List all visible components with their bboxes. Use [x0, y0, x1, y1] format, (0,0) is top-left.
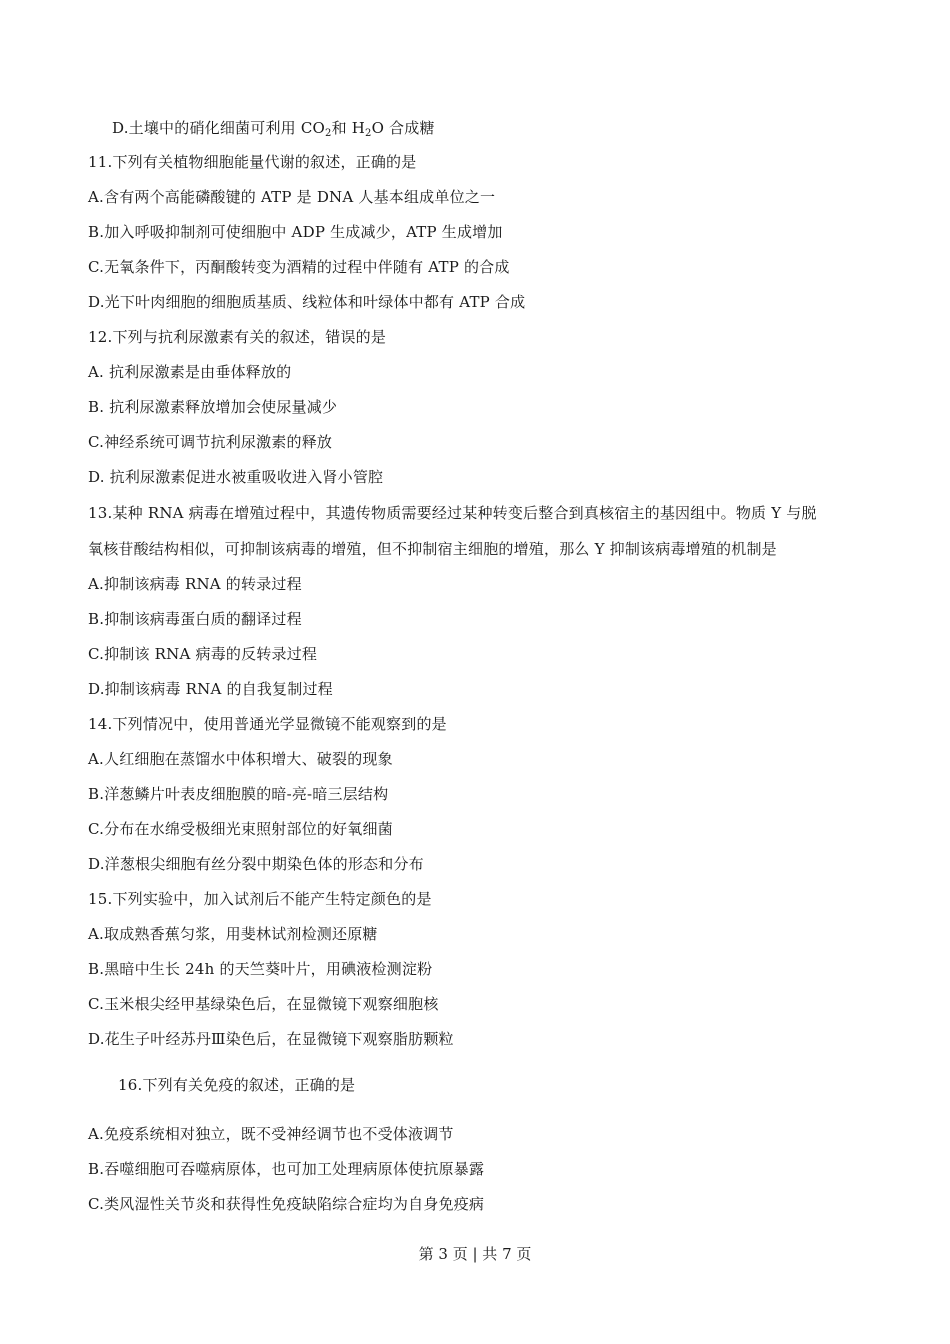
q13-option-d: D.抑制该病毒 RNA 的自我复制过程	[88, 680, 333, 698]
q12-option-c: C.神经系统可调节抗利尿激素的释放	[88, 433, 333, 451]
q15-option-c: C.玉米根尖经甲基绿染色后，在显微镜下观察细胞核	[88, 995, 439, 1013]
q15-stem: 15.下列实验中，加入试剂后不能产生特定颜色的是	[88, 890, 432, 908]
q14-option-c: C.分布在水绵受极细光束照射部位的好氧细菌	[88, 820, 393, 838]
q12-option-a: A. 抗利尿激素是由垂体释放的	[88, 363, 292, 381]
q10-option-d: D.土壤中的硝化细菌可利用 $CO_2$和 $H_2O$ 合成糖	[112, 119, 435, 139]
q13-option-c: C.抑制该 RNA 病毒的反转录过程	[88, 645, 318, 663]
q15-option-d: D.花生子叶经苏丹Ⅲ染色后，在显微镜下观察脂肪颗粒	[88, 1030, 454, 1048]
q15-option-a: A.取成熟香蕉匀浆，用斐林试剂检测还原糖	[88, 925, 378, 943]
q13-option-b: B.抑制该病毒蛋白质的翻译过程	[88, 610, 302, 628]
q11-option-a: A.含有两个高能磷酸键的 ATP 是 DNA 人基本组成单位之一	[88, 188, 496, 206]
q11-option-d: D.光下叶肉细胞的细胞质基质、线粒体和叶绿体中都有 ATP 合成	[88, 293, 526, 311]
q13-stem-line2: 氧核苷酸结构相似，可抑制该病毒的增殖，但不抑制宿主细胞的增殖，那么 Y 抑制该病毒增殖的机制是	[88, 540, 777, 558]
page-footer: 第 3 页 | 共 7 页	[418, 1245, 532, 1263]
q12-stem: 12.下列与抗利尿激素有关的叙述，错误的是	[88, 328, 387, 346]
q16-stem: 16.下列有关免疫的叙述，正确的是	[118, 1076, 356, 1094]
q15-option-b: B.黑暗中生长 24h 的天竺葵叶片，用碘液检测淀粉	[88, 960, 433, 978]
q11-stem: 11.下列有关植物细胞能量代谢的叙述，正确的是	[88, 153, 417, 171]
q16-option-c: C.类风湿性关节炎和获得性免疫缺陷综合症均为自身免疫病	[88, 1195, 485, 1213]
q14-option-a: A.人红细胞在蒸馏水中体积增大、破裂的现象	[88, 750, 393, 768]
q11-option-c: C.无氧条件下，丙酮酸转变为酒精的过程中伴随有 ATP 的合成	[88, 258, 510, 276]
q14-stem: 14.下列情况中，使用普通光学显微镜不能观察到的是	[88, 715, 447, 733]
q14-option-d: D.洋葱根尖细胞有丝分裂中期染色体的形态和分布	[88, 855, 424, 873]
q16-option-a: A.免疫系统相对独立，既不受神经调节也不受体液调节	[88, 1125, 454, 1143]
q16-option-b: B.吞噬细胞可吞噬病原体，也可加工处理病原体使抗原暴露	[88, 1160, 485, 1178]
q14-option-b: B.洋葱鳞片叶表皮细胞膜的暗-亮-暗三层结构	[88, 785, 389, 803]
q13-stem-line1: 13.某种 RNA 病毒在增殖过程中，其遗传物质需要经过某种转变后整合到真核宿主的基因组中。物质 Y 与脱	[88, 504, 817, 522]
q11-option-b: B.加入呼吸抑制剂可使细胞中 ADP 生成减少，ATP 生成增加	[88, 223, 503, 241]
q12-option-b: B. 抗利尿激素释放增加会使尿量减少	[88, 398, 338, 416]
q13-option-a: A.抑制该病毒 RNA 的转录过程	[88, 575, 302, 593]
q12-option-d: D. 抗利尿激素促进水被重吸收进入肾小管腔	[88, 468, 384, 486]
